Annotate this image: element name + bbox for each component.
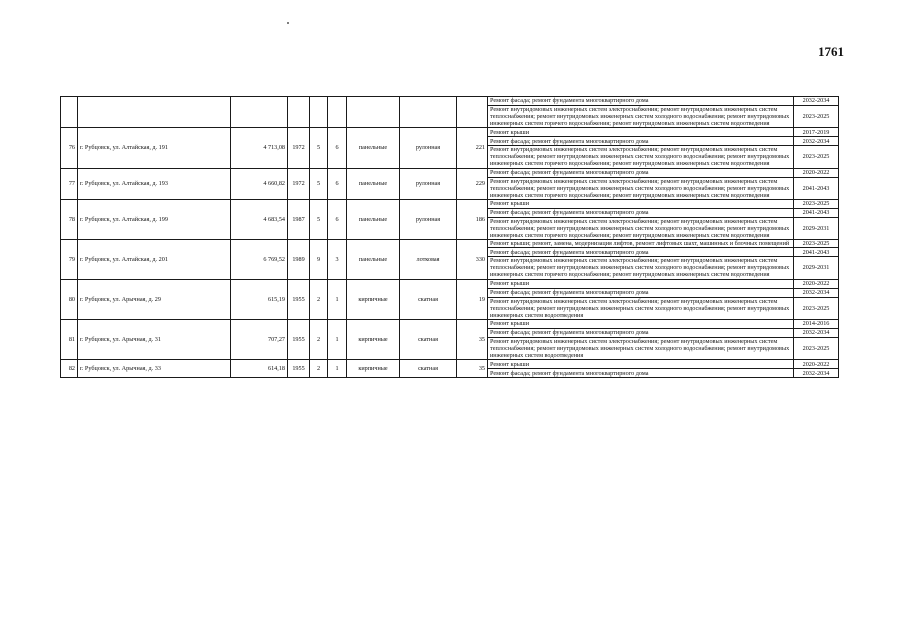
build-year: 1987 bbox=[288, 199, 310, 239]
floor-count: 5 bbox=[310, 128, 328, 168]
repair-work-description: Ремонт внутридомовых инженерных систем электроснабжения; ремонт внутридомовых инженерных систем теплоснабжения; ремонт внутридомовых инженерных систем холодного водоснабжения; ремонт внутридомовых инженерных систем горячего водоснабжения; ремонт внутридомовых инженерных систем водоотведения bbox=[488, 257, 794, 279]
build-year: 1989 bbox=[288, 240, 310, 279]
house-number bbox=[61, 97, 78, 128]
house-address: г. Рубцовск, ул. Алтайская, д. 201 bbox=[78, 240, 231, 279]
house-area: 707,27 bbox=[231, 319, 288, 359]
house-address: г. Рубцовск, ул. Алтайская, д. 193 bbox=[78, 168, 231, 199]
house-number: 81 bbox=[61, 319, 78, 359]
roof-type: рулонная bbox=[400, 199, 457, 239]
table-row bbox=[61, 360, 839, 369]
floor-count: 5 bbox=[310, 199, 328, 239]
repair-period: 2023-2025 bbox=[794, 199, 839, 208]
wall-material: панельные bbox=[347, 128, 400, 168]
roof-type: скатная bbox=[400, 279, 457, 319]
repair-period: 2041-2043 bbox=[794, 208, 839, 217]
resident-count: 19 bbox=[457, 279, 488, 319]
wall-material: панельные bbox=[347, 240, 400, 279]
repair-work-description: Ремонт крыши bbox=[488, 199, 794, 208]
repair-work-description: Ремонт крыши bbox=[488, 279, 794, 288]
floor-count: 5 bbox=[310, 168, 328, 199]
wall-material: кирпичные bbox=[347, 319, 400, 359]
entrance-count: 1 bbox=[328, 319, 347, 359]
build-year: 1972 bbox=[288, 128, 310, 168]
repair-work-description: Ремонт внутридомовых инженерных систем электроснабжения; ремонт внутридомовых инженерных систем теплоснабжения; ремонт внутридомовых инженерных систем холодного водоснабжения; ремонт внутридомовых инженерных систем горячего водоснабжения; ремонт внутридомовых инженерных систем водоотведения bbox=[488, 106, 794, 128]
table-row bbox=[61, 97, 839, 106]
resident-count: 35 bbox=[457, 319, 488, 359]
roof-type: скатная bbox=[400, 319, 457, 359]
repair-period: 2020-2022 bbox=[794, 360, 839, 369]
house-number: 80 bbox=[61, 279, 78, 319]
resident-count: 330 bbox=[457, 240, 488, 279]
wall-material: панельные bbox=[347, 199, 400, 239]
repair-period: 2032-2034 bbox=[794, 137, 839, 146]
house-address: г. Рубцовск, ул. Алтайская, д. 199 bbox=[78, 199, 231, 239]
table-row bbox=[61, 168, 839, 177]
repair-period: 2014-2016 bbox=[794, 319, 839, 328]
roof-type: рулонная bbox=[400, 128, 457, 168]
resident-count: 186 bbox=[457, 199, 488, 239]
repair-period: 2041-2043 bbox=[794, 248, 839, 257]
table-row bbox=[61, 240, 839, 248]
house-area: 6 769,52 bbox=[231, 240, 288, 279]
roof-type: лотковая bbox=[400, 240, 457, 279]
entrance-count: 6 bbox=[328, 199, 347, 239]
repair-period: 2041-2043 bbox=[794, 177, 839, 199]
house-address bbox=[78, 97, 231, 128]
repair-work-description: Ремонт фасада; ремонт фундамента многоквартирного дома bbox=[488, 208, 794, 217]
repair-work-description: Ремонт фасада; ремонт фундамента многоквартирного дома bbox=[488, 248, 794, 257]
repair-period: 2023-2025 bbox=[794, 106, 839, 128]
house-address: г. Рубцовск, ул. Арычная, д. 33 bbox=[78, 360, 231, 378]
entrance-count: 1 bbox=[328, 279, 347, 319]
repair-work-description: Ремонт внутридомовых инженерных систем электроснабжения; ремонт внутридомовых инженерных систем теплоснабжения; ремонт внутридомовых инженерных систем холодного водоснабжения; ремонт внутридомовых инженерных систем горячего водоснабжения; ремонт внутридомовых инженерных систем водоотведения bbox=[488, 146, 794, 168]
house-address: г. Рубцовск, ул. Алтайская, д. 191 bbox=[78, 128, 231, 168]
repair-work-description: Ремонт фасада; ремонт фундамента многоквартирного дома bbox=[488, 97, 794, 106]
house-number: 82 bbox=[61, 360, 78, 378]
repair-work-description: Ремонт фасада; ремонт фундамента многоквартирного дома bbox=[488, 288, 794, 297]
entrance-count: 3 bbox=[328, 240, 347, 279]
floor-count bbox=[310, 97, 328, 128]
repair-work-description: Ремонт внутридомовых инженерных систем электроснабжения; ремонт внутридомовых инженерных систем теплоснабжения; ремонт внутридомовых инженерных систем холодного водоснабжения; ремонт внутридомовых инженерных систем горячего водоснабжения; ремонт внутридомовых инженерных систем водоотведения bbox=[488, 217, 794, 239]
repair-period: 2020-2022 bbox=[794, 279, 839, 288]
repair-period: 2029-2031 bbox=[794, 257, 839, 279]
repair-period: 2020-2022 bbox=[794, 168, 839, 177]
repair-work-description: Ремонт фасада; ремонт фундамента многоквартирного дома bbox=[488, 369, 794, 378]
floor-count: 2 bbox=[310, 279, 328, 319]
roof-type: скатная bbox=[400, 360, 457, 378]
table-row bbox=[61, 128, 839, 137]
registry-body bbox=[61, 97, 839, 378]
wall-material: кирпичные bbox=[347, 279, 400, 319]
repair-work-description: Ремонт внутридомовых инженерных систем электроснабжения; ремонт внутридомовых инженерных систем теплоснабжения; ремонт внутридомовых инженерных систем холодного водоснабжения; ремонт внутридомовых инженерных систем водоотведения bbox=[488, 337, 794, 359]
repair-work-description: Ремонт крыши bbox=[488, 128, 794, 137]
repair-period: 2032-2034 bbox=[794, 328, 839, 337]
scan-speck bbox=[287, 22, 289, 24]
house-area: 4 660,82 bbox=[231, 168, 288, 199]
table-row bbox=[61, 199, 839, 208]
resident-count: 229 bbox=[457, 168, 488, 199]
house-address: г. Рубцовск, ул. Арычная, д. 29 bbox=[78, 279, 231, 319]
wall-material: кирпичные bbox=[347, 360, 400, 378]
house-number: 77 bbox=[61, 168, 78, 199]
repair-period: 2029-2031 bbox=[794, 217, 839, 239]
repair-work-description: Ремонт фасада; ремонт фундамента многоквартирного дома bbox=[488, 168, 794, 177]
entrance-count: 6 bbox=[328, 128, 347, 168]
repair-period: 2032-2034 bbox=[794, 369, 839, 378]
repair-period: 2017-2019 bbox=[794, 128, 839, 137]
house-number: 76 bbox=[61, 128, 78, 168]
build-year bbox=[288, 97, 310, 128]
table-row bbox=[61, 279, 839, 288]
house-address: г. Рубцовск, ул. Арычная, д. 31 bbox=[78, 319, 231, 359]
roof-type bbox=[400, 97, 457, 128]
page-number: 1761 bbox=[818, 44, 844, 59]
repair-period: 2023-2025 bbox=[794, 240, 839, 248]
repair-period: 2023-2025 bbox=[794, 337, 839, 359]
house-area bbox=[231, 97, 288, 128]
repair-work-description: Ремонт фасада; ремонт фундамента многоквартирного дома bbox=[488, 328, 794, 337]
repair-work-description: Ремонт крыши bbox=[488, 319, 794, 328]
repair-period: 2032-2034 bbox=[794, 97, 839, 106]
repair-work-description: Ремонт крыши; ремонт, замена, модернизация лифтов, ремонт лифтовых шахт, машинных и блочных помещений bbox=[488, 240, 794, 248]
wall-material bbox=[347, 97, 400, 128]
house-number: 78 bbox=[61, 199, 78, 239]
repair-work-description: Ремонт внутридомовых инженерных систем электроснабжения; ремонт внутридомовых инженерных систем теплоснабжения; ремонт внутридомовых инженерных систем холодного водоснабжения; ремонт внутридомовых инженерных систем горячего водоснабжения; ремонт внутридомовых инженерных систем водоотведения bbox=[488, 177, 794, 199]
repair-period: 2023-2025 bbox=[794, 297, 839, 319]
resident-count: 221 bbox=[457, 128, 488, 168]
house-area: 4 713,08 bbox=[231, 128, 288, 168]
wall-material: панельные bbox=[347, 168, 400, 199]
repair-work-description: Ремонт крыши bbox=[488, 360, 794, 369]
build-year: 1972 bbox=[288, 168, 310, 199]
floor-count: 2 bbox=[310, 360, 328, 378]
build-year: 1955 bbox=[288, 360, 310, 378]
build-year: 1955 bbox=[288, 279, 310, 319]
entrance-count: 6 bbox=[328, 168, 347, 199]
resident-count: 35 bbox=[457, 360, 488, 378]
house-area: 615,19 bbox=[231, 279, 288, 319]
repair-period: 2023-2025 bbox=[794, 146, 839, 168]
roof-type: рулонная bbox=[400, 168, 457, 199]
building-registry-table bbox=[60, 96, 839, 378]
entrance-count bbox=[328, 97, 347, 128]
floor-count: 9 bbox=[310, 240, 328, 279]
repair-work-description: Ремонт фасада; ремонт фундамента многоквартирного дома bbox=[488, 137, 794, 146]
build-year: 1955 bbox=[288, 319, 310, 359]
house-number: 79 bbox=[61, 240, 78, 279]
house-area: 614,18 bbox=[231, 360, 288, 378]
resident-count bbox=[457, 97, 488, 128]
floor-count: 2 bbox=[310, 319, 328, 359]
entrance-count: 1 bbox=[328, 360, 347, 378]
house-area: 4 683,54 bbox=[231, 199, 288, 239]
repair-work-description: Ремонт внутридомовых инженерных систем электроснабжения; ремонт внутридомовых инженерных систем теплоснабжения; ремонт внутридомовых инженерных систем холодного водоснабжения; ремонт внутридомовых инженерных систем водоотведения bbox=[488, 297, 794, 319]
repair-period: 2032-2034 bbox=[794, 288, 839, 297]
table-row bbox=[61, 319, 839, 328]
